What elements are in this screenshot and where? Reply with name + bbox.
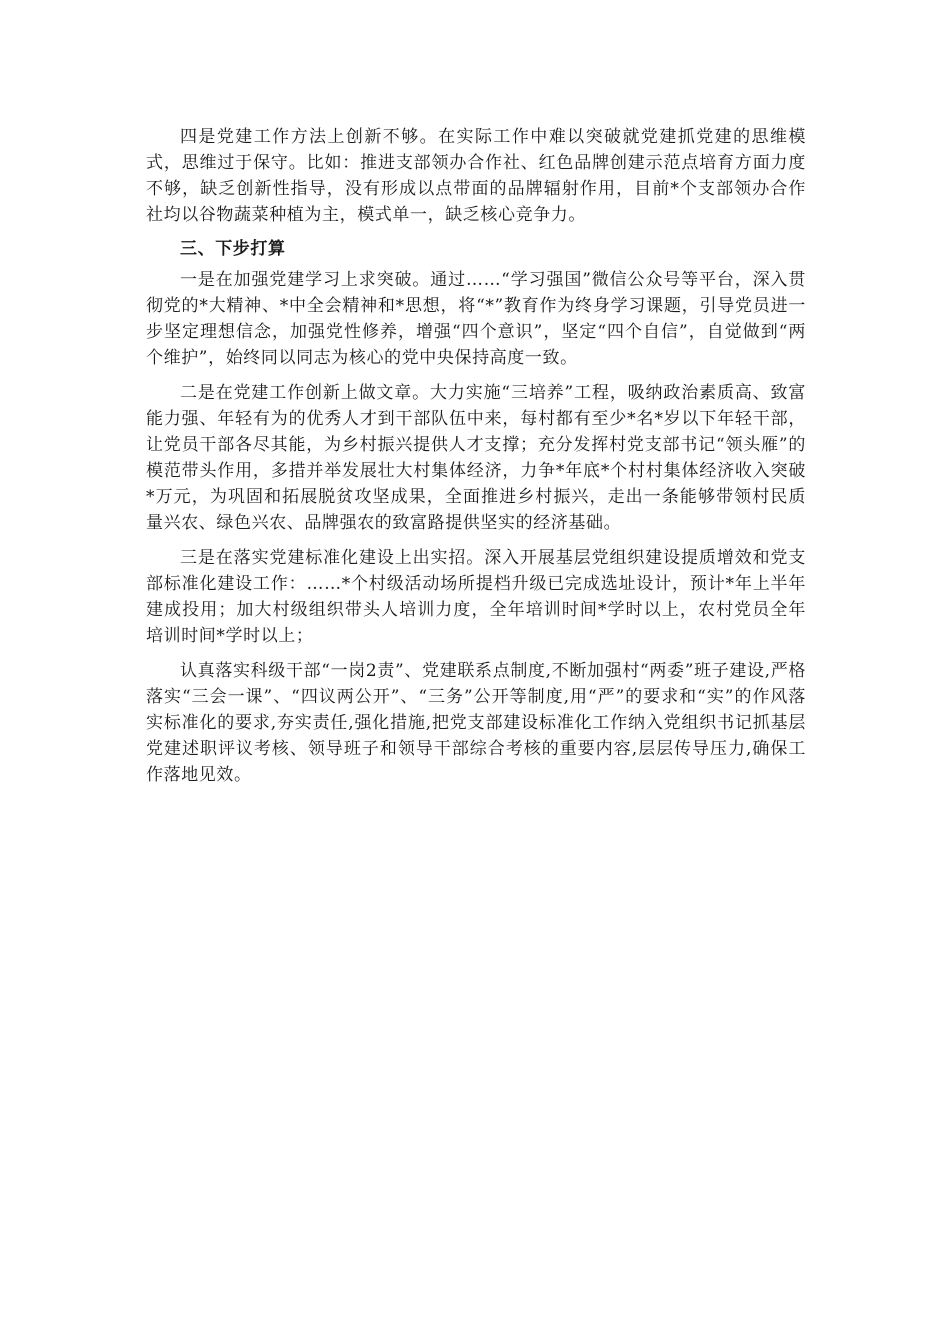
paragraph-study-breakthrough: 一是在加强党建学习上求突破。通过……“学习强国”微信公众号等平台，深入贯彻党的*大精神、*中全会精神和*思想，将“*”教育作为终身学习课题，引导党员进一步坚定理想信念，加强党性修养，增强“四个意识”，坚定“四个自信”，自觉做到“两个维护”，始终同以同志为核心的党中央保持高度一致。 bbox=[146, 270, 806, 368]
paragraph-method-innovation: 四是党建工作方法上创新不够。在实际工作中难以突破就党建抓党建的思维模式，思维过于保守。比如：推进支部领办合作社、红色品牌创建示范点培育方面力度不够，缺乏创新性指导，没有形成以点带面的品牌辐射作用，目前*个支部领办合作社均以谷物蔬菜种植为主，模式单一，缺乏核心竞争力。 bbox=[146, 127, 806, 225]
paragraph-work-innovation: 二是在党建工作创新上做文章。大力实施“三培养”工程，吸纳政治素质高、致富能力强、年轻有为的优秀人才到干部队伍中来，每村都有至少*名*岁以下年轻干部，让党员干部各尽其能，为乡村振兴提供人才支撑；充分发挥村党支部书记“领头雁”的模范带头作用，多措并举发展壮大村集体经济，力争*年底*个村村集体经济收入突破*万元，为巩固和拓展脱贫攻坚成果，全面推进乡村振兴，走出一条能够带领村民质量兴农、绿色兴农、品牌强农的致富路提供坚实的经济基础。 bbox=[146, 383, 806, 533]
paragraph-responsibility: 认真落实科级干部“一岗2责”、党建联系点制度,不断加强村“两委”班子建设,严格落实“三会一课”、“四议两公开”、“三务”公开等制度,用“严”的要求和“实”的作风落实标准化的要求,夯实责任,强化措施,把党支部建设标准化工作纳入党组织书记抓基层党建述职评议考核、领导班子和领导干部综合考核的重要内容,层层传导压力,确保工作落地见效。 bbox=[146, 661, 807, 785]
section-heading-next-steps: 三、下步打算 bbox=[180, 239, 286, 259]
document-body bbox=[146, 124, 806, 788]
paragraph-standardization: 三是在落实党建标准化建设上出实招。深入开展基层党组织建设提质增效和党支部标准化建设工作：……*个村级活动场所提档升级已完成选址设计，预计*年上半年建成投用；加大村级组织带头人培训力度，全年培训时间*学时以上，农村党员全年培训时间*学时以上； bbox=[146, 548, 806, 646]
